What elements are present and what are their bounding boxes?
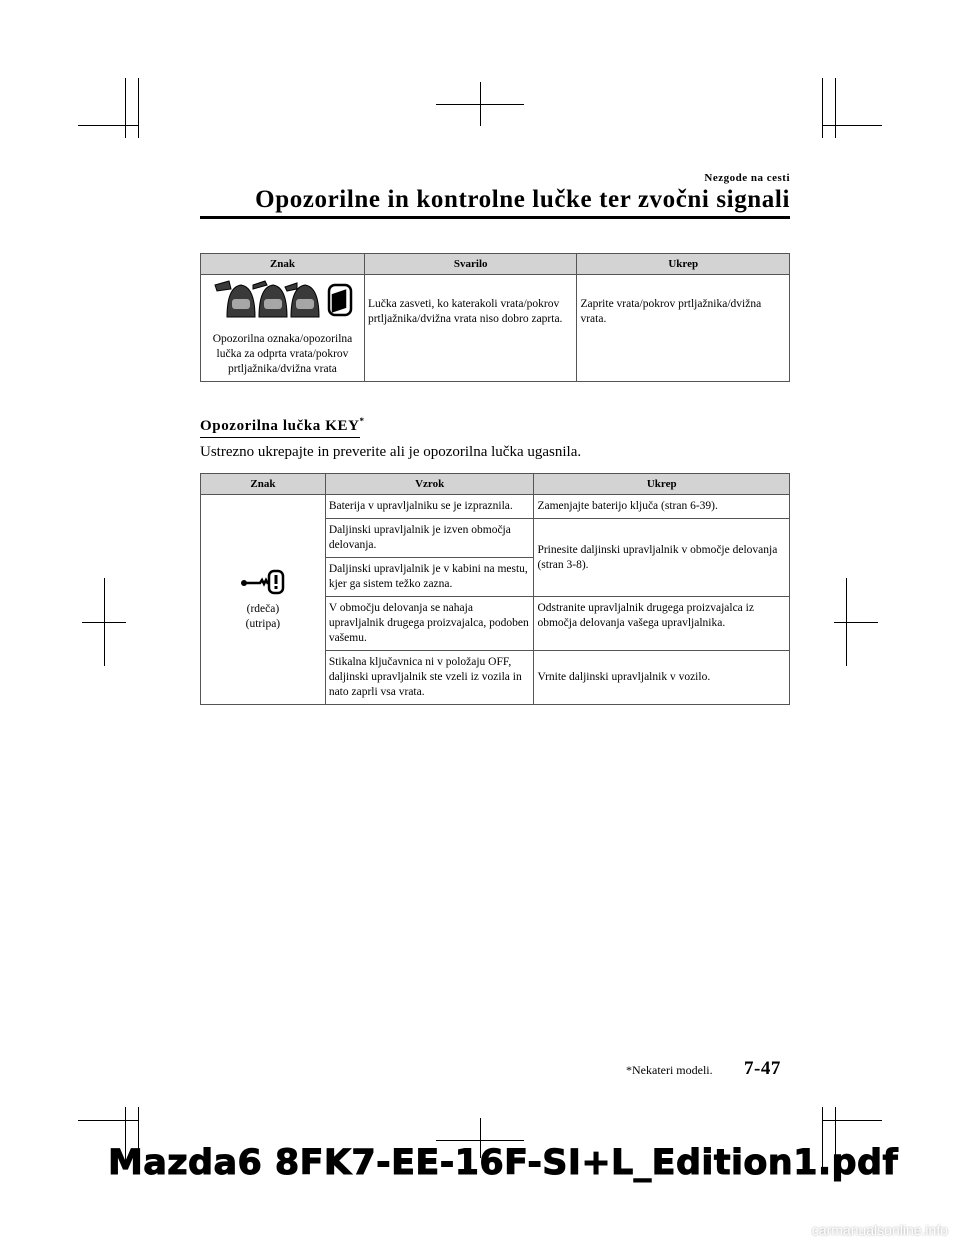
- sign-caption: Opozorilna oznaka/opozorilna lučka za odprta vrata/pokrov prtljažnika/dvižna vrata: [212, 333, 353, 375]
- cause-cell: Baterija v upravljalniku se je izpraznila.: [325, 495, 534, 519]
- cause-cell: Daljinski upravljalnik je v kabini na mestu, kjer ga sistem težko zazna.: [325, 558, 534, 597]
- section-label: Nezgode na cesti: [704, 172, 790, 184]
- col-header-warning: Svarilo: [364, 254, 577, 275]
- section-intro: Ustrezno ukrepajte in preverite ali je opozorilna lučka ugasnila.: [200, 444, 582, 460]
- page-title: Opozorilne in kontrolne lučke ter zvočni signali: [255, 186, 790, 213]
- filename-watermark: Mazda6 8FK7-EE-16F-SI+L_Edition1.pdf: [108, 1143, 899, 1183]
- footnote: *Nekateri modeli.: [626, 1063, 713, 1077]
- cause-cell: Stikalna ključavnica ni v položaju OFF, daljinski upravljalnik ste vzeli iz vozila in nato zaprli vsa vrata.: [325, 651, 534, 705]
- col-header-action: Ukrep: [534, 474, 790, 495]
- site-watermark: carmanualsonline.info: [811, 1222, 948, 1238]
- action-cell: Zaprite vrata/pokrov prtljažnika/dvižna vrata.: [577, 275, 790, 382]
- col-header-sign: Znak: [201, 254, 365, 275]
- col-header-action: Ukrep: [577, 254, 790, 275]
- action-cell: Zamenjajte baterijo ključa (stran 6-39).: [534, 495, 790, 519]
- open-door-warning-icon: [207, 277, 357, 327]
- warning-cell: Lučka zasveti, ko katerakoli vrata/pokrov prtljažnika/dvižna vrata niso dobro zaprta.: [364, 275, 577, 382]
- cause-cell: V območju delovanja se nahaja upravljalnik drugega proizvajalca, podoben vašemu.: [325, 597, 534, 651]
- table-header-row: [201, 254, 790, 275]
- col-header-sign: Znak: [201, 474, 326, 495]
- sign-cell: [201, 495, 326, 705]
- action-cell: Vrnite daljinski upravljalnik v vozilo.: [534, 651, 790, 705]
- page-number: 7-47: [744, 1058, 781, 1079]
- sign-cell: [201, 275, 365, 382]
- cause-cell: Daljinski upravljalnik je izven območja delovanja.: [325, 519, 534, 558]
- asterisk: *: [359, 416, 365, 426]
- col-header-cause: Vzrok: [325, 474, 534, 495]
- key-warning-icon: [238, 567, 288, 597]
- key-warning-table: [200, 473, 790, 705]
- header-rule: [200, 216, 790, 219]
- sign-color-note: (rdeča): [246, 603, 280, 615]
- sign-blink-note: (utripa): [245, 618, 281, 630]
- door-warning-table: [200, 253, 790, 382]
- action-cell: Prinesite daljinski upravljalnik v območje delovanja (stran 3-8).: [534, 519, 790, 597]
- table-header-row: [201, 474, 790, 495]
- action-cell: Odstranite upravljalnik drugega proizvajalca iz območja delovanja vašega upravljalnika.: [534, 597, 790, 651]
- section-title-text: Opozorilna lučka KEY: [200, 418, 360, 434]
- section-title: [200, 416, 365, 435]
- table-row: [201, 495, 790, 519]
- table-row: [201, 275, 790, 382]
- section-underline: [200, 437, 360, 438]
